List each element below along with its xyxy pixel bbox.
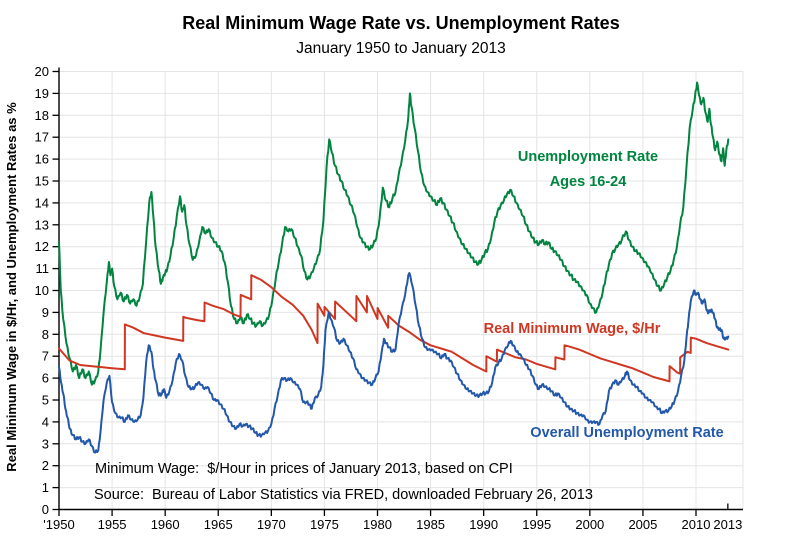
x-tick-label: 2013	[713, 517, 743, 532]
chart-title: Real Minimum Wage Rate vs. Unemployment Rates	[182, 13, 620, 33]
y-axis-label: Real Minimum Wage in $/Hr, and Unemployment Rates as %	[4, 102, 19, 472]
x-tick-label: 1955	[97, 517, 127, 532]
y-tick-label: 3	[41, 436, 49, 452]
y-tick-label: 7	[41, 348, 49, 364]
chart-subtitle: January 1950 to January 2013	[296, 40, 506, 57]
y-tick-label: 12	[34, 239, 49, 255]
series-label-overall-unemployment: Overall Unemployment Rate	[530, 425, 724, 441]
y-tick-label: 13	[34, 217, 49, 233]
series-layer	[59, 83, 728, 453]
y-tick-label: 4	[41, 414, 49, 430]
series-label-youth-unemployment-line2: Ages 16-24	[549, 174, 627, 190]
grid-layer	[59, 72, 743, 510]
y-tick-label: 2	[41, 458, 49, 474]
y-tick-label: 0	[41, 502, 49, 517]
x-tick-label: 2010	[681, 517, 711, 532]
y-tick-label: 15	[34, 173, 49, 189]
x-tick-label: 1985	[416, 517, 446, 532]
x-tick-label: 1975	[309, 517, 339, 532]
y-tick-label: 5	[41, 392, 49, 408]
x-tick-label: 2000	[575, 517, 605, 532]
y-tick-label: 11	[35, 261, 49, 277]
y-tick-label: 20	[34, 64, 49, 79]
y-tick-label: 19	[34, 85, 49, 101]
y-tick-label: 8	[41, 326, 49, 342]
x-tick-label: 1960	[150, 517, 180, 532]
x-tick-label: 1990	[469, 517, 499, 532]
x-tick-label: '1950	[43, 517, 75, 532]
x-tick-label: 1980	[363, 517, 392, 532]
series-label-youth-unemployment-line1: Unemployment Rate	[517, 149, 659, 165]
y-tick-label: 18	[34, 107, 49, 123]
note-minimum-wage: Minimum Wage: $/Hour in prices of January 2013, based on CPI	[95, 461, 513, 477]
y-tick-label: 16	[34, 151, 49, 167]
x-tick-label: 1970	[256, 517, 286, 532]
series-line-youth_unemployment	[59, 83, 728, 385]
x-tick-label: 1995	[522, 517, 552, 532]
y-tick-label: 14	[34, 195, 49, 211]
y-tick-label: 10	[34, 283, 49, 298]
y-tick-label: 1	[41, 480, 49, 496]
y-tick-label: 17	[34, 129, 49, 145]
x-tick-label: 2005	[628, 517, 658, 532]
y-tick-label: 9	[41, 304, 49, 320]
note-source: Source: Bureau of Labor Statistics via FRED, downloaded February 26, 2013	[94, 487, 593, 503]
x-tick-label: 1965	[203, 517, 233, 532]
series-label-real-min-wage: Real Minimum Wage, $/Hr	[483, 321, 661, 337]
y-tick-label: 6	[41, 370, 49, 386]
